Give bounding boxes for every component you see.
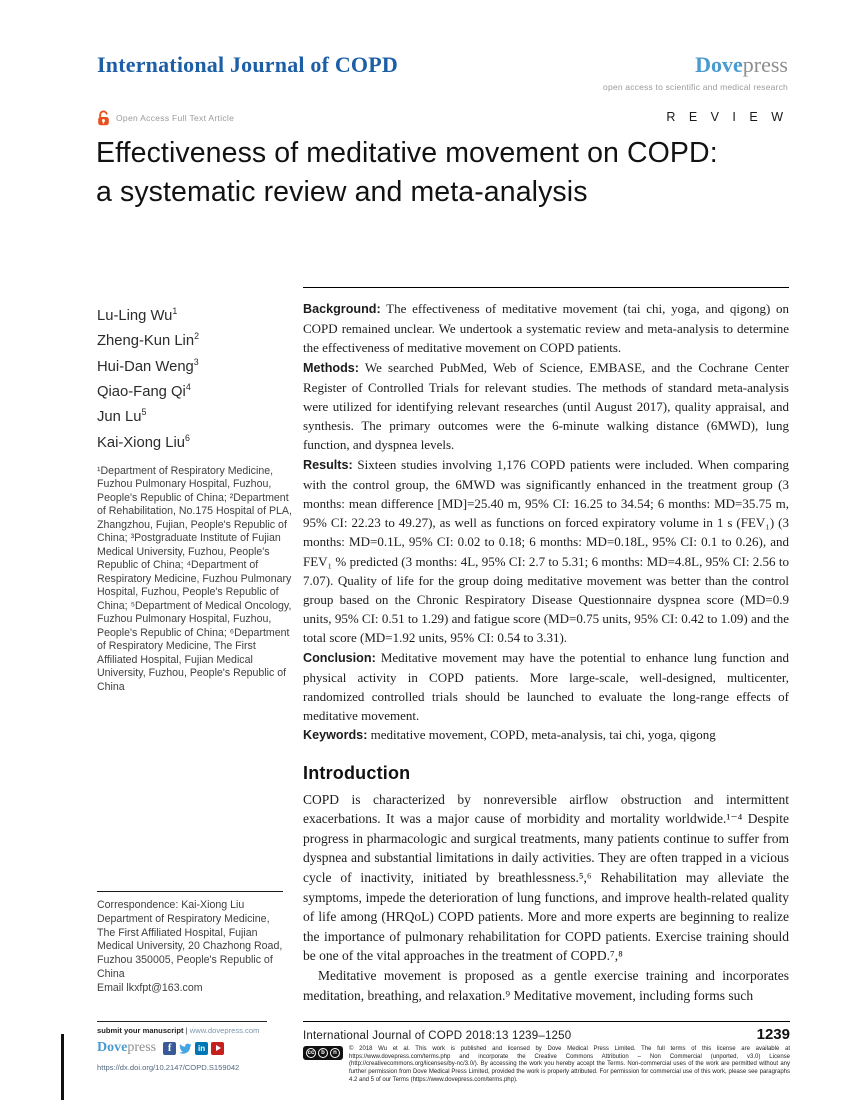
submit-manuscript-label[interactable]: submit your manuscript — [97, 1026, 184, 1035]
abstract-methods-label: Methods: — [303, 360, 359, 375]
author-column — [97, 301, 293, 694]
correspondence-block — [97, 891, 283, 996]
abstract-results: Results: Sixteen studies involving 1,176 COPD patients were included. When comparing with the control group, the 6MWD was significantly enhanced in the treatment group (3 months: mean difference [MD]=25.40 m, 95% CI: 16.25 to 34.54; 6 months: MD=35.75 m, 95% CI: 22.23 to 49.27), as well as functions on forced expiratory volume in 1 s (FEV₁) (3 months: MD=0.1L, 95% CI: 0.02 to 0.18; 6 months: MD=0.18L, 95% CI: 0.1 to 0.26), and FEV₁ % predicted (3 months: 4L, 95% CI: 2.7 to 5.31; 6 months: MD=4.8L, 95% CI: 2.56 to 7.07). Quality of life for the group doing meditative movement was better than the control group based on the Chronic Respiratory Disease Questionnaire dyspnea score (MD=0.9 units, 95% CI: 0.51 to 1.29) and fatigue score (MD=0.75 units, 95% CI: 0.42 to 1.09) and the total score (MD=1.92 units, 95% CI: 0.54 to 3.31). — [303, 456, 789, 646]
brand-tagline: open access to scientific and medical research — [603, 82, 788, 92]
abstract-results-label: Results: — [303, 457, 353, 472]
brand-press-text: press — [742, 52, 788, 77]
open-access-row — [97, 110, 234, 126]
twitter-icon[interactable] — [179, 1042, 192, 1055]
author-name: Jun Lu$^5$ — [97, 407, 147, 426]
doi-link[interactable]: https://dx.doi.org/10.2147/COPD.S159042 — [97, 1063, 240, 1072]
article-title — [96, 134, 756, 212]
footer-dovepress-wordmark: Dovepress — [97, 1040, 157, 1055]
social-icons — [163, 1042, 224, 1055]
author-name: Hui-Dan Weng$^3$ — [97, 356, 199, 375]
correspondence-address: Department of Respiratory Medicine, The First Affiliated Hospital, Fujian Medical University, 20 Chazhong Road, Fuzhou 350005, People's Republic of China — [97, 912, 283, 980]
footer-brand-row — [97, 1040, 267, 1056]
introduction-paragraph: COPD is characterized by nonreversible airflow obstruction and intermittent exacerbations. It was a major cause of morbidity and mortality worldwide.¹⁻⁴ Despite progress in pharmacologic and surgical treatments, many patients continue to suffer from dyspnea and substantial limitations in daily activities. They are often trapped in a vicious cycle of inactivity, initiated by breathlessness.⁵,⁶ Rehabilitation may alleviate the symptoms, impede the deterioration of lung functions, and improve health-related quality of life among (HRQoL) COPD patients. More and more experts are beginning to realize the importance of pulmonary rehabilitation for COPD patients. Exercise training should be one of the vital approaches in the treatment of COPD.⁷,⁸ — [303, 791, 789, 964]
author-affiliation-sup: 4 — [185, 381, 191, 392]
page-edge-mark — [61, 1034, 64, 1100]
author-affiliation-sup: 6 — [185, 432, 190, 443]
linkedin-icon[interactable]: in — [195, 1042, 208, 1055]
introduction-heading: Introduction — [303, 762, 411, 783]
brand-dove-text: Dove — [695, 52, 743, 77]
correspondence-email[interactable]: Email lkxfpt@163.com — [97, 981, 203, 994]
creative-commons-badge — [303, 1046, 343, 1085]
facebook-icon[interactable]: f — [163, 1042, 176, 1055]
article-title-line2: a systematic review and meta-analysis — [96, 176, 588, 208]
abstract-background-label: Background: — [303, 302, 381, 316]
author-name: Lu-Ling Wu$^1$ — [97, 306, 178, 324]
footer-left — [97, 1021, 267, 1072]
article-type-label: R E V I E W — [666, 110, 788, 124]
abstract-conclusion-label: Conclusion: — [303, 650, 376, 665]
open-access-label: Open Access Full Text Article — [116, 113, 235, 123]
abstract-keywords-label: Keywords: — [303, 728, 368, 743]
journal-citation-line: International Journal of COPD 2018:13 1239–1250 — [303, 1030, 572, 1042]
youtube-icon[interactable] — [211, 1042, 224, 1055]
license-text: © 2018 Wu et al. This work is published and licensed by Dove Medical Press Limited. The full terms of this license are available at https://www.dovepress.com/terms.php and incorporate the Creative Commons Attribution – Non Commercial (unported, v3.0) License (http://creativecommons.org/licenses/by-nc/3.0/). By accessing the work you hereby accept the Terms. Non-commercial uses of the work are permitted without any further permission from Dove Medical Press Limited, provided the work is properly attributed. For permission for commercial use of this work, please see paragraphs 4.2 and 5 of our Terms (https://www.dovepress.com/terms.php). — [349, 1046, 790, 1083]
abstract-methods: Methods: We searched PubMed, Web of Science, EMBASE, and the Cochrane Center Register of Controlled Trials for relevant studies. The methods of standard meta-analysis were utilized for identifying relevant researches (until August 2017), quality appraisal, and synthesis. The primary outcomes were the 6-minute walking distance (6MWD), lung function, and dyspnea levels. — [303, 359, 789, 453]
correspondence-heading: Correspondence: Kai-Xiong Liu — [97, 899, 245, 911]
author-name: Kai-Xiong Liu$^6$ — [97, 432, 190, 451]
abstract — [303, 287, 789, 746]
author-name: Zheng-Kun Lin$^2$ — [97, 331, 200, 350]
author-name: Qiao-Fang Qi$^4$ — [97, 381, 191, 400]
author-affiliation-sup: 1 — [172, 306, 178, 316]
article-title-line1: Effectiveness of meditative movement on COPD: — [96, 137, 718, 169]
affiliations-block: ¹Department of Respiratory Medicine, Fuzhou Pulmonary Hospital, Fuzhou, People's Republic of China; ²Department of Rehabilitation, No.175 Hospital of PLA, Zhangzhou, Fujian, People's Republic of China; ³Postgraduate Institute of Fujian Medical University, Fuzhou, People's Republic of China; ⁴Department of Respiratory Medicine, Fuzhou Pulmonary Hospital, Fuzhou, People's Republic of China; ⁵Department of Medical Oncology, Fuzhou Pulmonary Hospital, Fuzhou, People's Republic of China; ⁶Department of Respiratory Medicine, The First Affiliated Hospital, Fujian Medical University, Fuzhou, People's Republic of China — [97, 464, 292, 693]
author-affiliation-sup: 2 — [194, 331, 200, 342]
main-column — [303, 287, 789, 1005]
footer-right — [303, 1021, 790, 1085]
page-number: 1239 — [756, 1026, 790, 1043]
cc-by-nc-icon: cc b n — [303, 1046, 343, 1060]
license-row — [303, 1046, 790, 1085]
abstract-keywords: Keywords: meditative movement, COPD, meta-analysis, tai chi, yoga, qigong — [303, 727, 716, 743]
publisher-brand — [603, 52, 788, 92]
submit-separator: | — [185, 1026, 188, 1035]
abstract-background: Background: The effectiveness of meditative movement (tai chi, yoga, and qigong) on COPD remained unclear. We undertook a systematic review and meta-analysis to determine the effectiveness of meditative movement on COPD patients. — [303, 301, 789, 356]
journal-name: International Journal of COPD — [97, 52, 398, 77]
submit-manuscript-line — [97, 1026, 267, 1035]
dovepress-url[interactable]: www.dovepress.com — [189, 1026, 260, 1035]
introduction-paragraph: Meditative movement is proposed as a gentle exercise training and incorporates meditation, breathing, and relaxation.⁹ Meditative movement, including forms such — [303, 968, 789, 1003]
abstract-conclusion: Conclusion: Meditative movement may have the potential to enhance lung function and physical activity in COPD patients. More large-scale, well-designed, multicenter, randomized controlled trials should be launched to evaluate the long-range effects of meditative movement. — [303, 649, 789, 724]
author-affiliation-sup: 3 — [193, 356, 199, 367]
author-affiliation-sup: 5 — [141, 407, 147, 418]
open-access-icon — [97, 110, 110, 126]
dovepress-wordmark — [603, 52, 788, 78]
